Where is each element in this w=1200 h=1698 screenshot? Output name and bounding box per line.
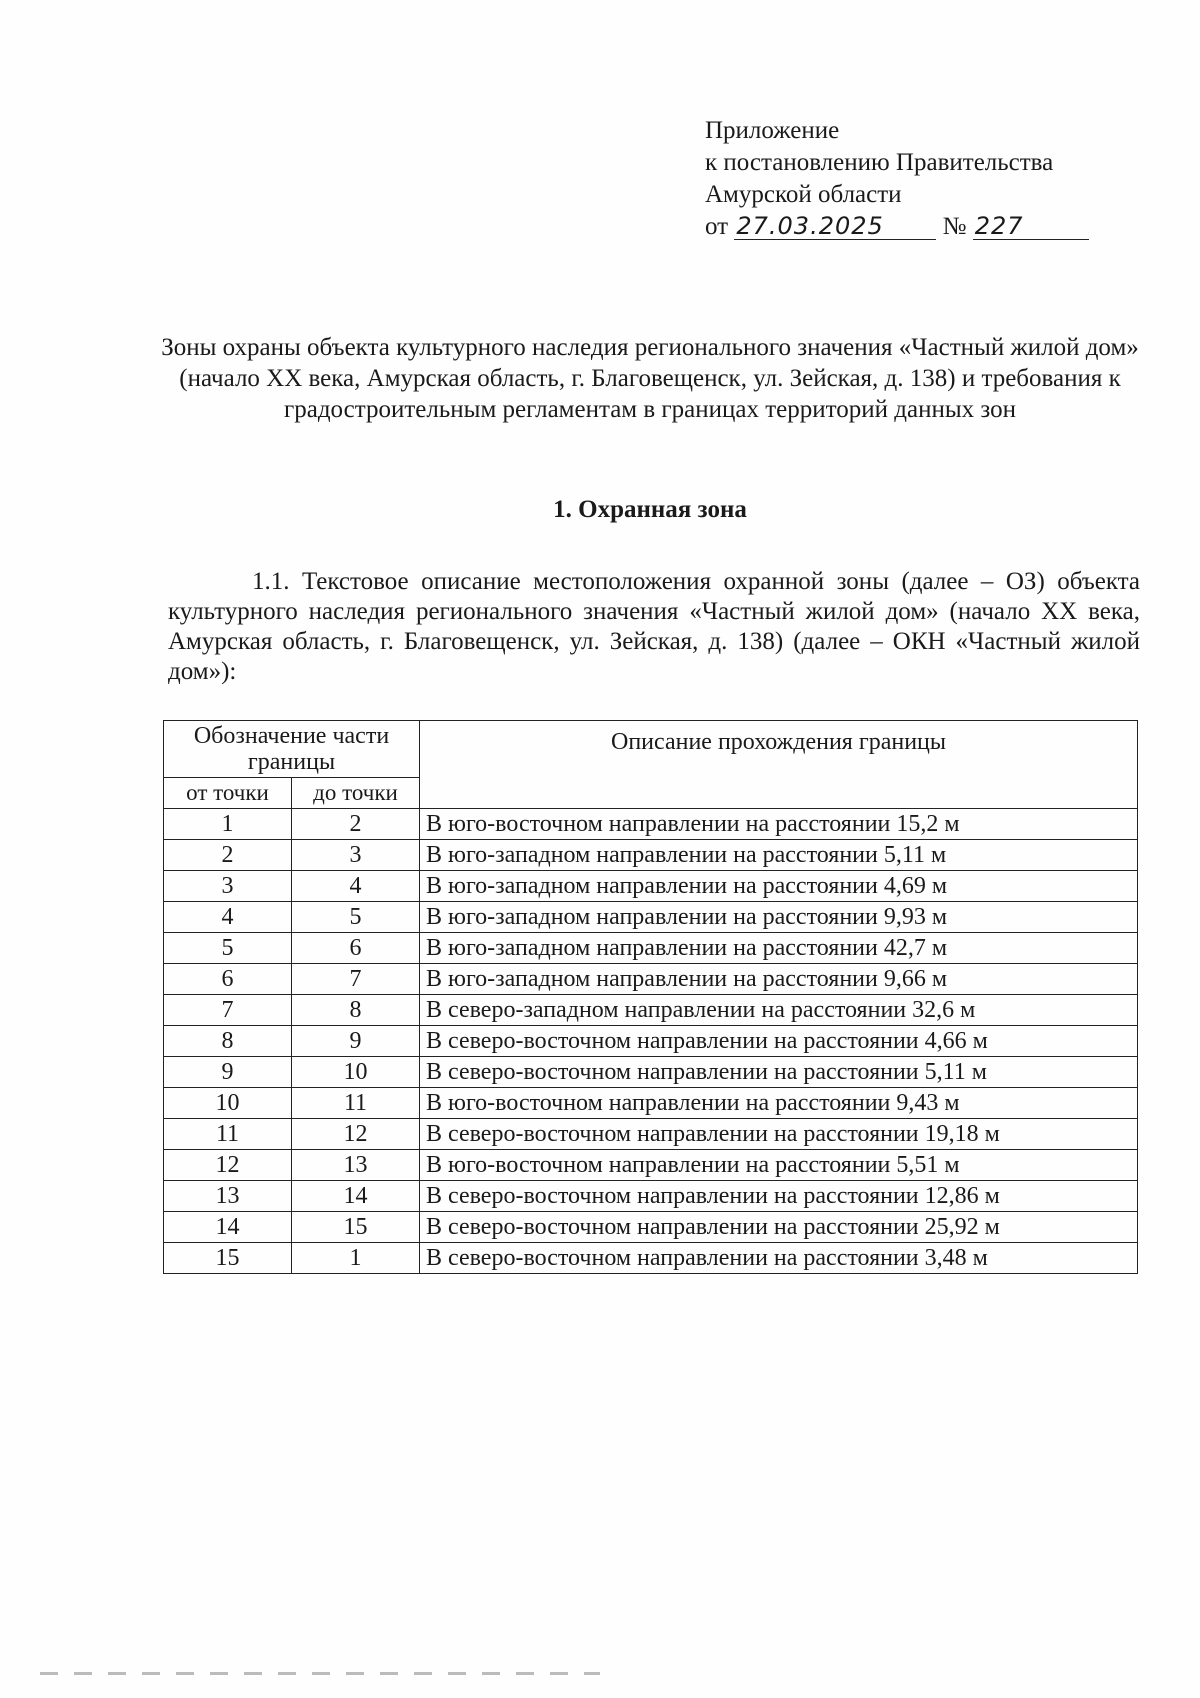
cell-from-point: 11 xyxy=(164,1119,292,1150)
cell-to-point: 2 xyxy=(292,809,420,840)
cell-from-point: 4 xyxy=(164,902,292,933)
description-paragraph: 1.1. Текстовое описание местоположения охранной зоны (далее – ОЗ) объекта культурного наследия регионального значения «Частный жилой дом» (начало XX века, Амурская область, г. Благовещенск, ул. Зейская, д. 138) (далее – ОКН «Частный жилой дом»): xyxy=(168,568,1140,685)
footer-scan-marks xyxy=(40,1672,600,1675)
cell-from-point: 1 xyxy=(164,809,292,840)
cell-description: В северо-западном направлении на расстоянии 32,6 м xyxy=(420,995,1138,1026)
header-description: Описание прохождения границы xyxy=(420,721,1138,809)
cell-to-point: 13 xyxy=(292,1150,420,1181)
cell-to-point: 9 xyxy=(292,1026,420,1057)
cell-description: В юго-восточном направлении на расстоянии 5,51 м xyxy=(420,1150,1138,1181)
cell-to-point: 7 xyxy=(292,964,420,995)
approval-date-number xyxy=(705,211,1089,243)
cell-from-point: 10 xyxy=(164,1088,292,1119)
cell-description: В северо-восточном направлении на расстоянии 3,48 м xyxy=(420,1243,1138,1274)
section-title: 1. Охранная зона xyxy=(553,496,747,523)
approval-line-1: Приложение xyxy=(705,117,840,144)
header-from-point: от точки xyxy=(164,778,292,809)
cell-description: В юго-западном направлении на расстоянии 9,93 м xyxy=(420,902,1138,933)
table-row xyxy=(164,840,1138,871)
cell-from-point: 2 xyxy=(164,840,292,871)
cell-description: В северо-восточном направлении на расстоянии 4,66 м xyxy=(420,1026,1138,1057)
table-row xyxy=(164,871,1138,902)
cell-description: В юго-западном направлении на расстоянии 4,69 м xyxy=(420,871,1138,902)
handwritten-number: 227 xyxy=(973,213,1089,240)
cell-description: В юго-восточном направлении на расстоянии 15,2 м xyxy=(420,809,1138,840)
number-prefix: № xyxy=(942,213,967,240)
cell-description: В юго-западном направлении на расстоянии 5,11 м xyxy=(420,840,1138,871)
cell-to-point: 4 xyxy=(292,871,420,902)
cell-to-point: 14 xyxy=(292,1181,420,1212)
table-row xyxy=(164,1057,1138,1088)
header-to-point: до точки xyxy=(292,778,420,809)
table-row xyxy=(164,1212,1138,1243)
cell-from-point: 14 xyxy=(164,1212,292,1243)
cell-to-point: 10 xyxy=(292,1057,420,1088)
cell-to-point: 1 xyxy=(292,1243,420,1274)
cell-description: В северо-восточном направлении на расстоянии 25,92 м xyxy=(420,1212,1138,1243)
date-prefix: от xyxy=(705,213,729,240)
cell-to-point: 3 xyxy=(292,840,420,871)
cell-description: В юго-восточном направлении на расстоянии 9,43 м xyxy=(420,1088,1138,1119)
table-row xyxy=(164,964,1138,995)
cell-from-point: 8 xyxy=(164,1026,292,1057)
approval-line-2: к постановлению Правительства xyxy=(705,149,1054,176)
cell-from-point: 12 xyxy=(164,1150,292,1181)
cell-to-point: 12 xyxy=(292,1119,420,1150)
table-row xyxy=(164,809,1138,840)
table-row xyxy=(164,1181,1138,1212)
cell-description: В юго-западном направлении на расстоянии 9,66 м xyxy=(420,964,1138,995)
cell-description: В юго-западном направлении на расстоянии 42,7 м xyxy=(420,933,1138,964)
cell-to-point: 15 xyxy=(292,1212,420,1243)
approval-line-3: Амурской области xyxy=(705,181,902,208)
table-row xyxy=(164,1026,1138,1057)
cell-description: В северо-восточном направлении на расстоянии 12,86 м xyxy=(420,1181,1138,1212)
table-row xyxy=(164,1150,1138,1181)
cell-to-point: 6 xyxy=(292,933,420,964)
cell-from-point: 9 xyxy=(164,1057,292,1088)
cell-to-point: 5 xyxy=(292,902,420,933)
table-row xyxy=(164,1119,1138,1150)
cell-from-point: 13 xyxy=(164,1181,292,1212)
document-title: Зоны охраны объекта культурного наследия регионального значения «Частный жилой дом» (начало XX века, Амурская область, г. Благовещенск, ул. Зейская, д. 138) и требования к градостроительным регламентам в границах территорий данных зон xyxy=(161,334,1139,423)
cell-from-point: 3 xyxy=(164,871,292,902)
cell-to-point: 11 xyxy=(292,1088,420,1119)
cell-from-point: 7 xyxy=(164,995,292,1026)
cell-to-point: 8 xyxy=(292,995,420,1026)
handwritten-date: 27.03.2025 xyxy=(734,213,936,240)
cell-from-point: 6 xyxy=(164,964,292,995)
table-row xyxy=(164,933,1138,964)
table-row xyxy=(164,1088,1138,1119)
table-row xyxy=(164,995,1138,1026)
cell-from-point: 5 xyxy=(164,933,292,964)
cell-description: В северо-восточном направлении на расстоянии 19,18 м xyxy=(420,1119,1138,1150)
cell-from-point: 15 xyxy=(164,1243,292,1274)
boundary-table xyxy=(163,720,1138,1274)
cell-description: В северо-восточном направлении на расстоянии 5,11 м xyxy=(420,1057,1138,1088)
approval-block xyxy=(705,115,1089,243)
table-row xyxy=(164,902,1138,933)
header-part: Обозначение части границы xyxy=(164,721,420,778)
table-row xyxy=(164,1243,1138,1274)
table-body xyxy=(164,809,1138,1274)
